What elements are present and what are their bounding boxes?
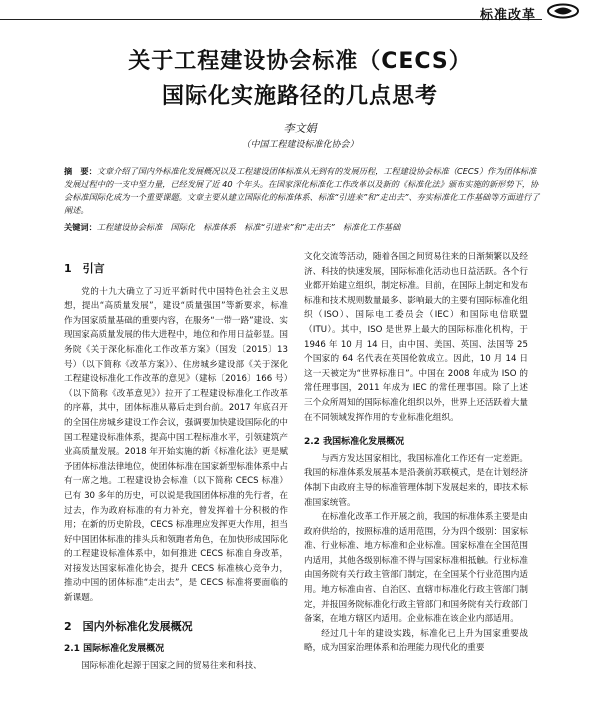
section-heading: 1 引言 <box>64 262 105 275</box>
paragraph: 党的十九大确立了习近平新时代中国特色社会主义思想，提出“高质量发展”，建设“质量强国”等新要求，标准作为国家质量基础的重要内容，在服务“一带一路”建设、实现国家高质量发展的伟大进程中，地位和作用日益彰显。国务院《关于深化标准化工作改革方案》（国发〔2015〕13 号）（以下简称《改革方案》）、住房城乡建设部《关于深化工程建设标准化工作改革的意见》（建标〔2016〕166 号）（以下简称《改革意见》）拉开了工程建设标准化工作改革的序幕，其中，团体标准从幕后走到台前。2017 年底召开的全国住房城乡建设工作会议，强调要加快建设国际化的中国工程建设标准体系，提高中国工程标准水平，引领建筑产业高质量发展。2018 年开始实施的新《标准化法》更是赋予团体标准法律地位，使团体标准在国家新型标准体系中占有一席之地。工程建设协会标准（以下简称 CECS 标准）已有 30 多年的历史，可以说是我国团体标准的先行者，在过去，作为政府标准的有力补充，曾发挥着十分积极的作用；在新的历史阶段，CECS 标准理应发挥更大作用，担当好中国团体标准的排头兵和领跑者角色，在加快形成国际化的工程建设标准体系中，如何推进 CECS 标准自身改革，对接发达国家标准化协会，提升 CECS 标准核心竞争力，推动中国的团体标准“走出去”，是 CECS 标准将要面临的新课题。 <box>64 286 288 604</box>
running-header <box>0 0 600 24</box>
journal-logo-icon <box>546 3 580 19</box>
article-title-line-1: 关于工程建设协会标准（CECS） <box>128 49 472 74</box>
section-label: 标准改革 <box>479 8 536 23</box>
paragraph: 与西方发达国家相比，我国标准化工作还有一定差距。我国的标准体系发展基本是沿袭前苏联模式，是在计划经济体制下由政府主导的标准管理体制下发展起来的，即技术标准国家统管。 <box>304 453 528 508</box>
abstract-label: 摘 要： <box>64 166 97 176</box>
abstract <box>64 165 544 217</box>
keywords <box>64 222 544 233</box>
abstract-text: 文章介绍了国内外标准化发展概况以及工程建设团体标准从无到有的发展历程，工程建设协会标准（CECS）作为团体标准发展过程中的一支中坚力量，已经发展了近 40 个年头。在国家深化标准化工作改革以及新的《标准化法》颁布实施的新形势下，协会标准国际化成为一个重要课题。文章主要从建立国际化的标准体系、标准“引进来”和“走出去”、夯实标准化工作基础等方面进行了阐述。 <box>64 166 540 215</box>
author-affiliation: （中国工程建设标准化协会） <box>241 140 359 150</box>
body-column-left <box>64 262 288 673</box>
section-heading: 2 国内外标准化发展概况 <box>64 619 193 633</box>
author-name: 李文娟 <box>283 122 317 135</box>
body-column-right <box>304 250 528 656</box>
subsection-heading: 2.2 我国标准化发展概况 <box>304 437 405 448</box>
paragraph: 经过几十年的建设实践，标准化已上升为国家重要战略，成为国家治理体系和治理能力现代化的重要 <box>304 628 528 654</box>
paragraph: 国际标准化起源于国家之间的贸易往来和科技、 <box>81 660 262 671</box>
keywords-label: 关键词： <box>64 222 97 232</box>
article-title-line-2: 国际化实施路径的几点思考 <box>161 84 438 109</box>
header-rule <box>0 19 542 20</box>
paragraph: 在标准化改革工作开展之前，我国的标准体系主要是由政府供给的，按照标准的适用范围，分为四个级别：国家标准、行业标准、地方标准和企业标准。国家标准在全国范围内适用，其他各级别标准不得与国家标准相抵触。行业标准由国务院有关行政主管部门制定，在全国某个行业范围内适用。地方标准由省、自治区、直辖市标准化行政主管部门制定，并报国务院标准化行政主管部门和国务院有关行政部门备案，在地方辖区内适用。企业标准在该企业内部适用。 <box>304 512 528 625</box>
paragraph: 文化交流等活动，随着各国之间贸易往来的日渐频繁以及经济、科技的快速发展，国际标准化活动也日益活跃。各个行业都开始建立组织，制定标准。目前，在国际上制定和发布标准和技术规则数量最多、影响最大的主要有国际标准化组织（ISO）、国际电工委员会（IEC）和国际电信联盟（ITU）。其中，ISO 是世界上最大的国际标准化机构，于 1946 年 10 月 14 日，由中国、美国、英国、法国等 25 个国家的 64 名代表在英国伦敦成立。因此，10 月 14 日这一天被定为“世界标准日”。中国在 2008 年成为 ISO 的常任理事国，2011 年成为 IEC 的常任理事国。除了上述三个众所周知的国际标准化组织以外，世界上还活跃着大量在不同领域发挥作用的专业标准化组织。 <box>304 252 528 423</box>
subsection-heading: 2.1 国际标准化发展概况 <box>64 644 165 655</box>
keywords-text: 工程建设协会标准 国际化 标准体系 标准“引进来”和“走出去” 标准化工作基础 <box>96 222 401 232</box>
